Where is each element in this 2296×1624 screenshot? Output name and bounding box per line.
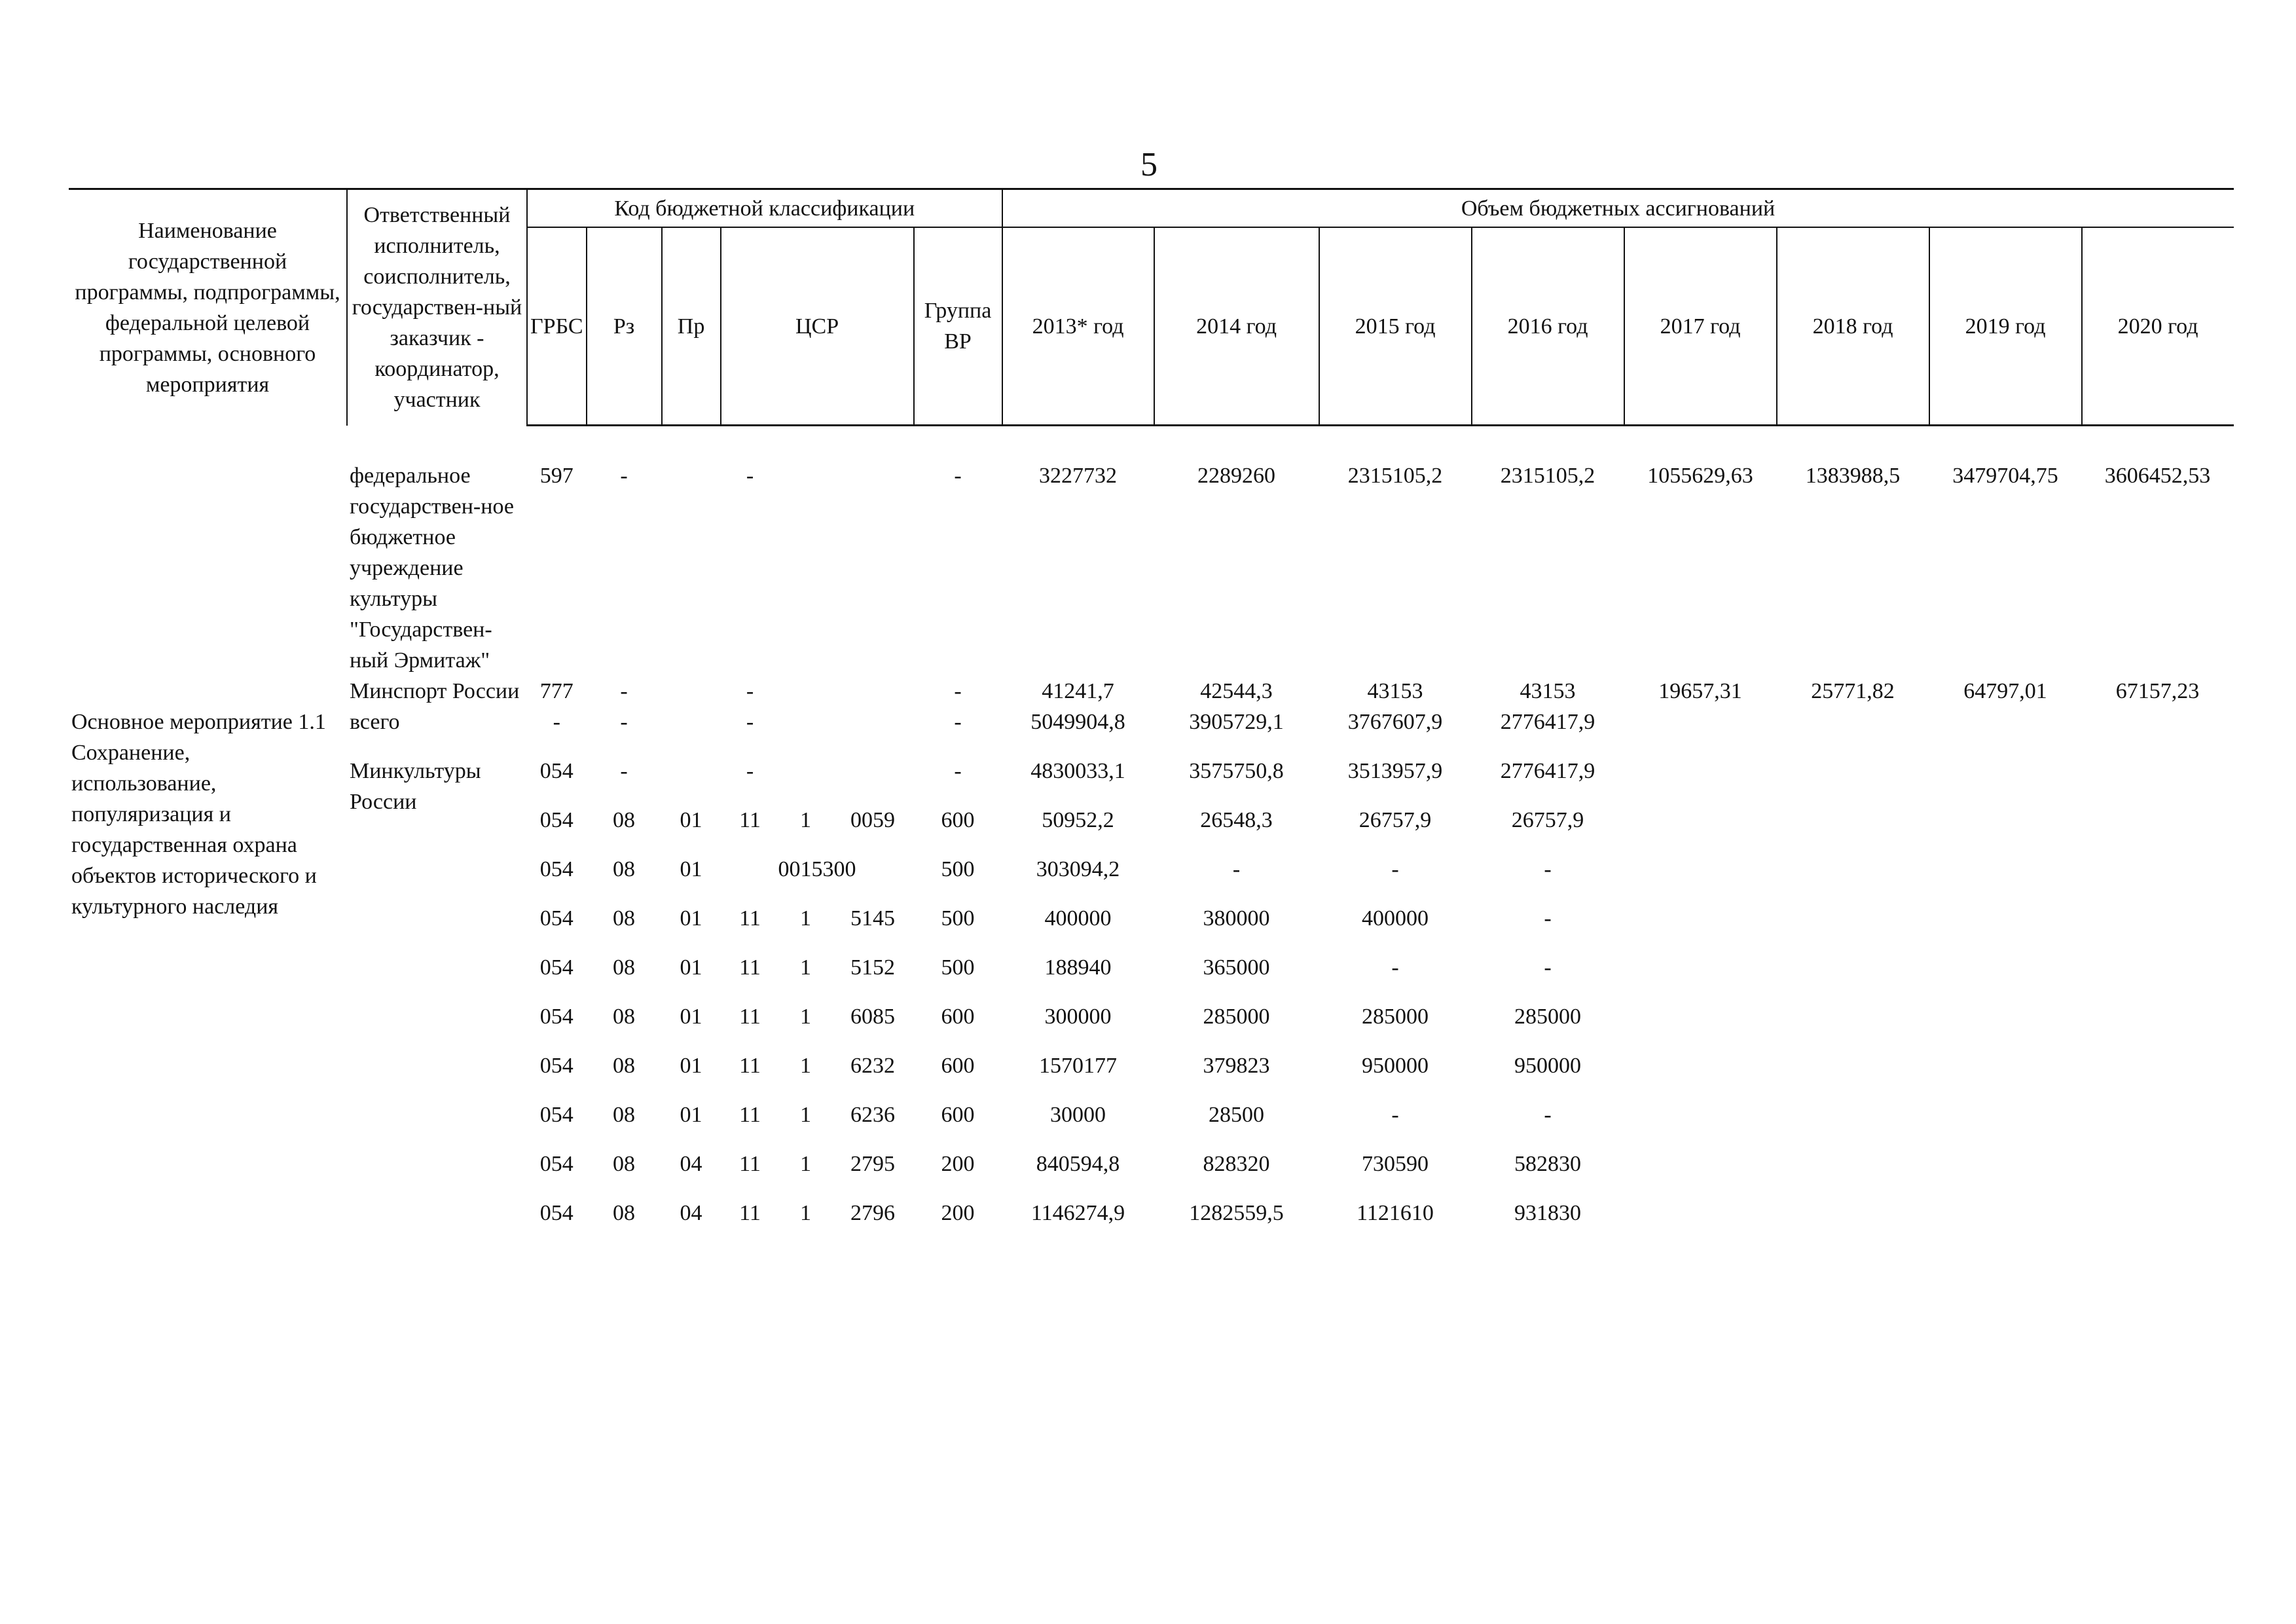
cell-grbs: 054 xyxy=(539,1005,574,1029)
cell-2019: 3479704,75 xyxy=(1952,464,2058,488)
cell-2014: 28500 xyxy=(1209,1103,1265,1127)
table-row xyxy=(69,676,2234,707)
header-year-2016: 2016 год xyxy=(1472,227,1624,426)
cell-csr-a: 11 xyxy=(739,1005,761,1029)
table-row xyxy=(69,756,2234,805)
cell-2015: 2315105,2 xyxy=(1347,464,1443,488)
table-row xyxy=(69,707,2234,756)
empty-cells xyxy=(1624,707,2234,756)
cell-csr-a: 11 xyxy=(739,1054,761,1078)
cell-2014: 1282559,5 xyxy=(1189,1201,1284,1225)
cell-2013: 3227732 xyxy=(1039,464,1118,488)
cell-2015: 3767607,9 xyxy=(1347,710,1443,734)
table-row xyxy=(69,460,2234,676)
cell-csr-c xyxy=(832,676,914,707)
cell-vr: 200 xyxy=(941,1201,975,1225)
cell-csr-b: 1 xyxy=(800,1152,812,1176)
cell-2015: 285000 xyxy=(1362,1005,1429,1029)
cell-2018: 1383988,5 xyxy=(1805,464,1901,488)
cell-pr: 01 xyxy=(680,857,702,881)
cell-grbs: - xyxy=(553,710,560,734)
cell-csr-c: 6236 xyxy=(850,1103,896,1127)
cell-2018: 25771,82 xyxy=(1811,679,1895,703)
cell-grbs: 597 xyxy=(539,464,574,488)
cell-vr: - xyxy=(954,464,962,488)
cell-2015: 26757,9 xyxy=(1358,808,1432,832)
cell-csr-b: 1 xyxy=(800,955,812,980)
cell-2015: 400000 xyxy=(1362,906,1429,931)
cell-2019: 64797,01 xyxy=(1963,679,2047,703)
cell-csr-a: 11 xyxy=(739,906,761,931)
cell-vr: 600 xyxy=(941,1103,975,1127)
cell-2017: 19657,31 xyxy=(1658,679,1742,703)
header-year-2018: 2018 год xyxy=(1777,227,1929,426)
cell-2013: 4830033,1 xyxy=(1030,759,1125,783)
cell-2016: - xyxy=(1544,1103,1552,1127)
cell-grbs: 054 xyxy=(539,857,574,881)
cell-2015: - xyxy=(1391,955,1399,980)
cell-grbs: 054 xyxy=(539,955,574,980)
cell-2015: - xyxy=(1391,857,1399,881)
header-year-2017: 2017 год xyxy=(1624,227,1777,426)
cell-csr-a: 11 xyxy=(739,808,761,832)
cell-vr: 600 xyxy=(941,1005,975,1029)
cell-vr: - xyxy=(954,759,962,783)
empty-cells xyxy=(1624,756,2234,805)
cell-2016: 2315105,2 xyxy=(1500,464,1595,488)
cell-pr: 01 xyxy=(680,808,702,832)
cell-2016: 2776417,9 xyxy=(1500,759,1595,783)
cell-rz: 08 xyxy=(613,1054,636,1078)
cell-csr: 0015300 xyxy=(778,857,856,881)
cell-2015: 1121610 xyxy=(1357,1201,1434,1225)
cell-2013: 840594,8 xyxy=(1036,1152,1120,1176)
cell-vr: 500 xyxy=(941,906,975,931)
cell-2013: 300000 xyxy=(1044,1005,1112,1029)
cell-2016: 43153 xyxy=(1520,679,1576,703)
empty-cells xyxy=(1624,1050,2234,1099)
cell-2013: 400000 xyxy=(1044,906,1112,931)
header-grbs: ГРБС xyxy=(527,227,587,426)
cell-csr-b: 1 xyxy=(800,1005,812,1029)
row-responsible: федеральное государствен-ное бюджетное учреждение культуры "Государствен-ный Эрмитаж" xyxy=(350,464,514,673)
cell-pr: 01 xyxy=(680,1005,702,1029)
cell-2015: 950000 xyxy=(1362,1054,1429,1078)
cell-2016: - xyxy=(1544,857,1552,881)
cell-2015: 730590 xyxy=(1362,1152,1429,1176)
cell-csr-b: 1 xyxy=(800,906,812,931)
cell-rz: 08 xyxy=(613,1201,636,1225)
cell-2020: 3606452,53 xyxy=(2104,464,2211,488)
page-number: 5 xyxy=(1140,146,1157,183)
cell-vr: - xyxy=(954,679,962,703)
cell-grbs: 054 xyxy=(539,1103,574,1127)
cell-2015: 43153 xyxy=(1367,679,1423,703)
cell-csr-c: 5145 xyxy=(850,906,896,931)
cell-csr-b: 1 xyxy=(800,808,812,832)
cell-2020: 67157,23 xyxy=(2115,679,2200,703)
cell-csr-a: - xyxy=(746,759,754,783)
cell-csr-a: - xyxy=(746,464,754,488)
header-responsible-column: Ответственный исполнитель, соисполнитель, государствен-ный заказчик - координатор, участник xyxy=(347,189,527,426)
cell-vr: 600 xyxy=(941,808,975,832)
cell-csr-c: 2795 xyxy=(850,1152,896,1176)
cell-csr-c xyxy=(832,460,914,676)
cell-rz: 08 xyxy=(613,808,636,832)
header-budget-volume-group: Объем бюджетных ассигнований xyxy=(1002,189,2234,228)
cell-csr-c: 2796 xyxy=(850,1201,896,1225)
cell-2014: 379823 xyxy=(1203,1054,1270,1078)
cell-2013: 5049904,8 xyxy=(1030,710,1125,734)
cell-2016: 582830 xyxy=(1514,1152,1582,1176)
header-name-column: Наименование государственной программы, подпрограммы, федеральной целевой программы, основного мероприятия xyxy=(69,189,347,426)
header-vr-group: Группа ВР xyxy=(914,227,1002,426)
cell-2013: 303094,2 xyxy=(1036,857,1120,881)
cell-csr-c: 6085 xyxy=(850,1005,896,1029)
cell-csr-b: 1 xyxy=(800,1201,812,1225)
cell-2016: 26757,9 xyxy=(1511,808,1584,832)
cell-rz: - xyxy=(620,710,628,734)
empty-cells xyxy=(1624,952,2234,1001)
cell-rz: - xyxy=(620,759,628,783)
row-responsible: Минспорт России xyxy=(350,679,520,703)
header-rz: Рз xyxy=(587,227,662,426)
cell-2015: 3513957,9 xyxy=(1347,759,1443,783)
cell-csr-c xyxy=(832,756,914,805)
cell-rz: 08 xyxy=(613,1005,636,1029)
cell-2013: 50952,2 xyxy=(1042,808,1114,832)
header-csr: ЦСР xyxy=(721,227,914,426)
header-pr: Пр xyxy=(662,227,721,426)
header-year-2014: 2014 год xyxy=(1154,227,1319,426)
cell-2014: 3575750,8 xyxy=(1189,759,1284,783)
cell-rz: - xyxy=(620,679,628,703)
empty-cells xyxy=(1624,805,2234,854)
cell-2016: 285000 xyxy=(1514,1005,1582,1029)
header-year-2015: 2015 год xyxy=(1319,227,1472,426)
cell-grbs: 054 xyxy=(539,906,574,931)
cell-pr: 01 xyxy=(680,906,702,931)
cell-csr-b xyxy=(780,707,832,756)
cell-csr-a: - xyxy=(746,710,754,734)
cell-csr-a: 11 xyxy=(739,1201,761,1225)
row-responsible: всего xyxy=(350,710,400,734)
cell-csr-b: 1 xyxy=(800,1103,812,1127)
cell-pr xyxy=(662,676,721,707)
spacer xyxy=(69,426,2234,461)
cell-grbs: 777 xyxy=(539,679,574,703)
empty-cells xyxy=(1624,1198,2234,1247)
cell-csr-c: 6232 xyxy=(850,1054,896,1078)
cell-csr-a: 11 xyxy=(739,1103,761,1127)
cell-csr-b: 1 xyxy=(800,1054,812,1078)
header-year-2019: 2019 год xyxy=(1929,227,2082,426)
cell-pr: 04 xyxy=(680,1152,702,1176)
cell-2016: 2776417,9 xyxy=(1500,710,1595,734)
empty-cells xyxy=(1624,903,2234,952)
cell-rz: 08 xyxy=(613,955,636,980)
cell-2014: 828320 xyxy=(1203,1152,1270,1176)
cell-2014: 285000 xyxy=(1203,1005,1270,1029)
cell-csr-b xyxy=(780,460,832,676)
cell-rz: - xyxy=(620,464,628,488)
cell-2016: 950000 xyxy=(1514,1054,1582,1078)
header-year-2020: 2020 год xyxy=(2082,227,2234,426)
cell-pr xyxy=(662,756,721,805)
cell-vr: 500 xyxy=(941,857,975,881)
cell-2014: 380000 xyxy=(1203,906,1270,931)
empty-cells xyxy=(1624,1149,2234,1198)
cell-pr: 04 xyxy=(680,1201,702,1225)
cell-2013: 41241,7 xyxy=(1042,679,1114,703)
cell-pr: 01 xyxy=(680,955,702,980)
cell-2014: 365000 xyxy=(1203,955,1270,980)
cell-pr: 01 xyxy=(680,1103,702,1127)
row-responsible: Минкультуры России xyxy=(350,759,481,814)
cell-csr-b xyxy=(780,676,832,707)
cell-2016: 931830 xyxy=(1514,1201,1582,1225)
activity-name: Основное мероприятие 1.1 Сохранение, использование, популяризация и государственная охрана объектов исторического и культурного наследия xyxy=(71,710,326,919)
cell-2013: 1146274,9 xyxy=(1030,1201,1125,1225)
cell-2014: 42544,3 xyxy=(1200,679,1273,703)
cell-2014: 2289260 xyxy=(1197,464,1276,488)
header-budget-code-group: Код бюджетной классификации xyxy=(527,189,1002,228)
cell-pr: 01 xyxy=(680,1054,702,1078)
cell-grbs: 054 xyxy=(539,1201,574,1225)
cell-2013: 30000 xyxy=(1050,1103,1106,1127)
cell-2016: - xyxy=(1544,906,1552,931)
cell-vr: - xyxy=(954,710,962,734)
cell-csr-a: 11 xyxy=(739,955,761,980)
cell-csr-b xyxy=(780,756,832,805)
cell-vr: 200 xyxy=(941,1152,975,1176)
cell-rz: 08 xyxy=(613,1103,636,1127)
cell-vr: 600 xyxy=(941,1054,975,1078)
cell-grbs: 054 xyxy=(539,1152,574,1176)
header-year-2013: 2013* год xyxy=(1002,227,1154,426)
cell-pr xyxy=(662,707,721,756)
cell-2013: 188940 xyxy=(1044,955,1112,980)
cell-2013: 1570177 xyxy=(1039,1054,1118,1078)
cell-rz: 08 xyxy=(613,906,636,931)
cell-2014: - xyxy=(1232,857,1241,881)
cell-grbs: 054 xyxy=(539,808,574,832)
cell-2015: - xyxy=(1391,1103,1399,1127)
row-name xyxy=(69,460,347,676)
cell-vr: 500 xyxy=(941,955,975,980)
cell-pr xyxy=(662,460,721,676)
cell-grbs: 054 xyxy=(539,759,574,783)
cell-grbs: 054 xyxy=(539,1054,574,1078)
cell-2014: 3905729,1 xyxy=(1189,710,1284,734)
empty-cells xyxy=(1624,1099,2234,1149)
empty-cells xyxy=(1624,854,2234,903)
cell-2016: - xyxy=(1544,955,1552,980)
empty-cells xyxy=(1624,1001,2234,1050)
cell-csr-a: - xyxy=(746,679,754,703)
cell-csr-c xyxy=(832,707,914,756)
cell-rz: 08 xyxy=(613,1152,636,1176)
cell-csr-c: 5152 xyxy=(850,955,896,980)
cell-csr-a: 11 xyxy=(739,1152,761,1176)
cell-csr-c: 0059 xyxy=(850,808,896,832)
budget-table xyxy=(69,188,2234,1247)
cell-2017: 1055629,63 xyxy=(1647,464,1753,488)
cell-rz: 08 xyxy=(613,857,636,881)
row-name xyxy=(69,676,347,707)
cell-2014: 26548,3 xyxy=(1200,808,1273,832)
